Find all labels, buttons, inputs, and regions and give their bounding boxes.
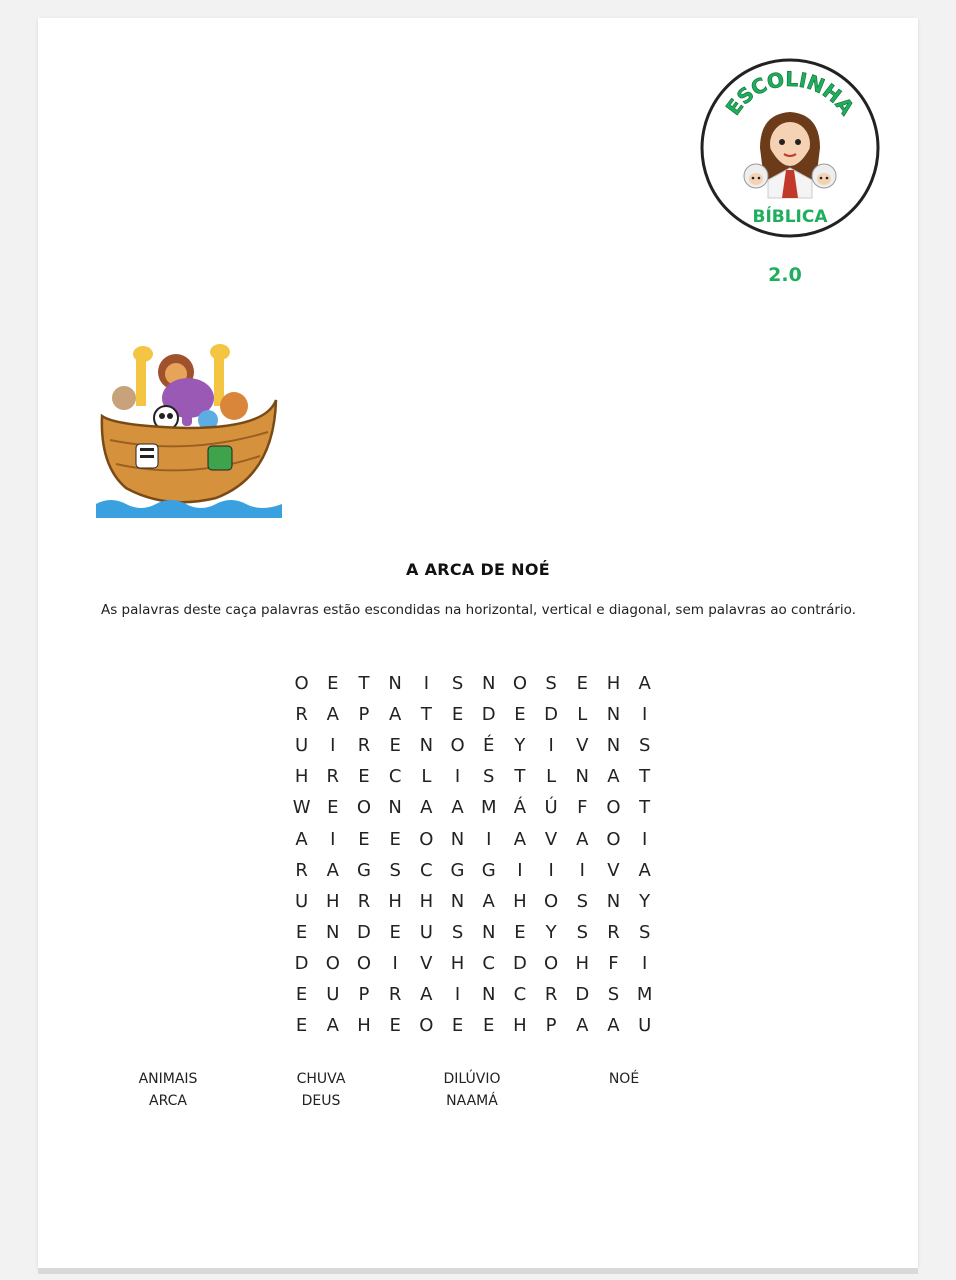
grid-cell[interactable]: C xyxy=(482,952,495,974)
grid-cell[interactable]: S xyxy=(451,673,464,695)
grid-cell[interactable]: P xyxy=(358,983,370,1005)
grid-cell[interactable]: O xyxy=(294,673,309,695)
grid-cell[interactable]: O xyxy=(356,797,372,819)
grid-cell[interactable]: R xyxy=(326,766,340,788)
grid-cell[interactable]: H xyxy=(357,1015,371,1037)
grid-cell[interactable]: A xyxy=(420,797,433,819)
grid-cell[interactable]: G xyxy=(356,859,371,881)
logo-top-text: ESCOLINHA xyxy=(720,66,860,120)
worksheet-page xyxy=(38,18,918,1268)
grid-cell[interactable]: U xyxy=(295,735,309,757)
grid-cell[interactable]: G xyxy=(481,859,496,881)
grid-row xyxy=(286,855,660,886)
grid-row xyxy=(286,699,660,730)
grid-cell[interactable]: O xyxy=(450,735,465,757)
grid-cell[interactable]: E xyxy=(483,1015,495,1037)
grid-cell[interactable]: D xyxy=(294,952,309,974)
grid-cell[interactable]: P xyxy=(545,1015,557,1037)
word-item: NOÉ xyxy=(608,1071,640,1087)
escolinha-biblica-logo xyxy=(698,56,882,240)
grid-cell[interactable]: A xyxy=(638,673,651,695)
grid-cell[interactable]: S xyxy=(389,859,401,881)
grid-cell[interactable]: A xyxy=(326,704,339,726)
logo-bottom-text: BÍBLICA xyxy=(752,207,828,227)
grid-cell[interactable]: U xyxy=(419,921,433,943)
jesus-figure-icon xyxy=(760,112,820,198)
word-item: NAAMÁ xyxy=(446,1093,498,1109)
grid-cell[interactable]: H xyxy=(294,766,309,788)
grid-cell[interactable]: O xyxy=(419,1015,434,1037)
word-item: ANIMAIS xyxy=(138,1071,198,1087)
grid-cell[interactable]: Ú xyxy=(544,797,558,819)
grid-cell[interactable]: I xyxy=(392,952,398,974)
grid-cell[interactable]: O xyxy=(512,673,527,695)
word-item: DILÚVIO xyxy=(443,1071,501,1087)
grid-cell[interactable]: D xyxy=(544,704,559,726)
grid-cell[interactable]: A xyxy=(326,1015,339,1037)
grid-cell[interactable]: I xyxy=(642,704,648,726)
grid-cell[interactable]: E xyxy=(514,921,526,943)
grid-row xyxy=(286,761,660,792)
grid-cell[interactable]: I xyxy=(548,859,554,881)
grid-row xyxy=(286,1010,660,1041)
page-bottom-edge xyxy=(38,1268,918,1274)
noah-ark-illustration xyxy=(96,336,282,518)
grid-cell[interactable]: I xyxy=(642,828,648,850)
grid-cell[interactable]: N xyxy=(481,983,496,1005)
grid-cell[interactable]: A xyxy=(388,704,402,726)
grid-cell[interactable]: E xyxy=(451,704,464,726)
grid-cell[interactable]: E xyxy=(389,735,401,757)
grid-cell[interactable]: R xyxy=(295,704,308,726)
word-item: ARCA xyxy=(149,1093,187,1109)
grid-cell[interactable]: G xyxy=(450,859,465,881)
grid-cell[interactable]: E xyxy=(358,766,370,788)
grid-cell[interactable]: Á xyxy=(513,797,527,819)
grid-cell[interactable]: C xyxy=(513,983,527,1005)
grid-cell[interactable]: Y xyxy=(639,890,651,912)
grid-row xyxy=(286,886,660,917)
grid-cell[interactable]: E xyxy=(514,704,526,726)
grid-cell[interactable]: I xyxy=(579,859,585,881)
grid-cell[interactable]: A xyxy=(482,890,495,912)
grid-cell[interactable]: D xyxy=(512,952,527,974)
grid-cell[interactable]: T xyxy=(639,766,651,788)
grid-cell[interactable]: S xyxy=(483,766,495,788)
grid-cell[interactable]: A xyxy=(576,828,589,850)
grid-cell[interactable]: A xyxy=(638,859,651,881)
word-column xyxy=(108,1068,228,1112)
grid-cell[interactable]: C xyxy=(420,859,433,881)
grid-cell[interactable]: N xyxy=(450,828,465,850)
grid-cell[interactable]: T xyxy=(420,704,432,726)
grid-cell[interactable]: H xyxy=(606,673,621,695)
grid-cell[interactable]: U xyxy=(326,983,340,1005)
grid-cell[interactable]: E xyxy=(327,797,339,819)
grid-cell[interactable]: T xyxy=(639,797,651,819)
word-search-grid xyxy=(286,668,660,1041)
grid-cell[interactable]: H xyxy=(326,890,340,912)
grid-cell[interactable]: N xyxy=(606,735,621,757)
grid-cell[interactable]: Y xyxy=(514,735,526,757)
word-item: DEUS xyxy=(301,1093,341,1109)
grid-cell[interactable]: L xyxy=(546,766,557,788)
grid-row xyxy=(286,792,660,823)
grid-cell[interactable]: N xyxy=(481,921,496,943)
grid-cell[interactable]: H xyxy=(575,952,590,974)
grid-cell[interactable]: P xyxy=(358,704,370,726)
grid-cell[interactable]: Y xyxy=(545,921,557,943)
grid-cell[interactable]: S xyxy=(607,983,620,1005)
grid-cell[interactable]: S xyxy=(451,921,464,943)
grid-cell[interactable]: A xyxy=(513,828,527,850)
grid-cell[interactable]: D xyxy=(575,983,590,1005)
grid-cell[interactable]: O xyxy=(606,797,621,819)
grid-row xyxy=(286,668,660,699)
grid-cell[interactable]: N xyxy=(606,704,621,726)
grid-cell[interactable]: V xyxy=(544,828,558,850)
grid-cell[interactable]: A xyxy=(451,797,464,819)
grid-cell[interactable]: O xyxy=(356,952,372,974)
grid-cell[interactable]: D xyxy=(481,704,496,726)
grid-cell[interactable]: D xyxy=(357,921,371,943)
grid-cell[interactable]: S xyxy=(576,890,588,912)
logo-version: 2.0 xyxy=(768,264,802,286)
grid-cell[interactable]: A xyxy=(326,859,339,881)
grid-cell[interactable]: F xyxy=(608,952,619,974)
grid-cell[interactable]: I xyxy=(330,828,336,850)
grid-row xyxy=(286,979,660,1010)
grid-cell[interactable]: N xyxy=(606,890,621,912)
grid-cell[interactable]: E xyxy=(358,828,370,850)
crocodile-window-icon xyxy=(208,446,232,470)
grid-cell[interactable]: E xyxy=(295,921,308,943)
grid-cell[interactable]: I xyxy=(517,859,523,881)
grid-cell[interactable]: E xyxy=(389,828,401,850)
grid-cell[interactable]: A xyxy=(576,1015,589,1037)
grid-cell[interactable]: R xyxy=(357,735,371,757)
word-column xyxy=(261,1068,381,1112)
grid-cell[interactable]: F xyxy=(577,797,588,819)
word-column xyxy=(412,1068,532,1112)
grid-cell[interactable]: H xyxy=(513,1015,527,1037)
grid-cell[interactable]: N xyxy=(575,766,590,788)
grid-cell[interactable]: N xyxy=(388,797,402,819)
grid-cell[interactable]: E xyxy=(389,921,401,943)
grid-row xyxy=(286,948,660,979)
grid-cell[interactable]: A xyxy=(607,1015,620,1037)
grid-cell[interactable]: T xyxy=(358,673,370,695)
grid-row xyxy=(286,917,660,948)
grid-cell[interactable]: R xyxy=(544,983,558,1005)
grid-cell[interactable]: L xyxy=(421,766,432,788)
grid-cell[interactable]: E xyxy=(295,1015,308,1037)
grid-cell[interactable]: R xyxy=(295,859,308,881)
sheep-right-icon xyxy=(812,164,836,188)
grid-cell[interactable]: I xyxy=(330,735,336,757)
word-list xyxy=(38,1068,918,1118)
word-column xyxy=(564,1068,684,1090)
grid-cell[interactable]: E xyxy=(327,673,339,695)
grid-row xyxy=(286,730,660,761)
monkey-icon xyxy=(112,386,136,410)
page-title: A ARCA DE NOÉ xyxy=(406,560,550,579)
grid-cell[interactable]: N xyxy=(388,673,402,695)
grid-cell[interactable]: W xyxy=(292,797,311,819)
grid-cell[interactable]: A xyxy=(420,983,433,1005)
grid-cell[interactable]: O xyxy=(419,828,434,850)
grid-cell[interactable]: M xyxy=(636,983,653,1005)
grid-cell[interactable]: E xyxy=(295,983,308,1005)
grid-cell[interactable]: I xyxy=(642,952,648,974)
grid-cell[interactable]: R xyxy=(357,890,371,912)
sheep-left-icon xyxy=(744,164,768,188)
grid-cell[interactable]: V xyxy=(576,735,589,757)
grid-cell[interactable]: C xyxy=(388,766,402,788)
grid-cell[interactable]: I xyxy=(486,828,492,850)
grid-cell[interactable]: I xyxy=(548,735,554,757)
grid-cell[interactable]: U xyxy=(295,890,309,912)
grid-cell[interactable]: O xyxy=(544,890,559,912)
instructions-text: As palavras deste caça palavras estão escondidas na horizontal, vertical e diagonal, sem palavras ao contrário. xyxy=(101,602,856,618)
grid-cell[interactable]: I xyxy=(423,673,429,695)
grid-cell[interactable]: E xyxy=(576,673,588,695)
grid-cell[interactable]: N xyxy=(419,735,434,757)
grid-cell[interactable]: E xyxy=(389,1015,401,1037)
grid-cell[interactable]: R xyxy=(388,983,402,1005)
grid-cell[interactable]: V xyxy=(420,952,433,974)
grid-cell[interactable]: S xyxy=(576,921,588,943)
grid-cell[interactable]: M xyxy=(480,797,497,819)
grid-cell[interactable]: S xyxy=(638,735,651,757)
grid-cell[interactable]: V xyxy=(607,859,620,881)
grid-cell[interactable]: T xyxy=(514,766,526,788)
grid-cell[interactable]: L xyxy=(577,704,588,726)
dog-icon xyxy=(220,392,248,420)
grid-cell[interactable]: O xyxy=(325,952,340,974)
grid-cell[interactable]: H xyxy=(388,890,402,912)
grid-row xyxy=(286,823,660,854)
word-item: CHUVA xyxy=(296,1071,346,1087)
grid-cell[interactable]: É xyxy=(483,735,495,757)
grid-cell[interactable]: S xyxy=(545,673,557,695)
grid-cell[interactable]: H xyxy=(419,890,434,912)
grid-cell[interactable]: I xyxy=(454,983,461,1005)
grid-cell[interactable]: O xyxy=(544,952,559,974)
grid-cell[interactable]: R xyxy=(607,921,620,943)
grid-cell[interactable]: O xyxy=(606,828,621,850)
grid-cell[interactable]: I xyxy=(454,766,461,788)
grid-cell[interactable]: H xyxy=(513,890,527,912)
grid-cell[interactable]: E xyxy=(451,1015,464,1037)
grid-cell[interactable]: N xyxy=(450,890,465,912)
grid-cell[interactable]: A xyxy=(295,828,308,850)
grid-cell[interactable]: S xyxy=(638,921,651,943)
grid-cell[interactable]: N xyxy=(326,921,340,943)
grid-cell[interactable]: A xyxy=(607,766,620,788)
grid-cell[interactable]: N xyxy=(481,673,496,695)
grid-cell[interactable]: U xyxy=(638,1015,652,1037)
grid-cell[interactable]: H xyxy=(450,952,465,974)
